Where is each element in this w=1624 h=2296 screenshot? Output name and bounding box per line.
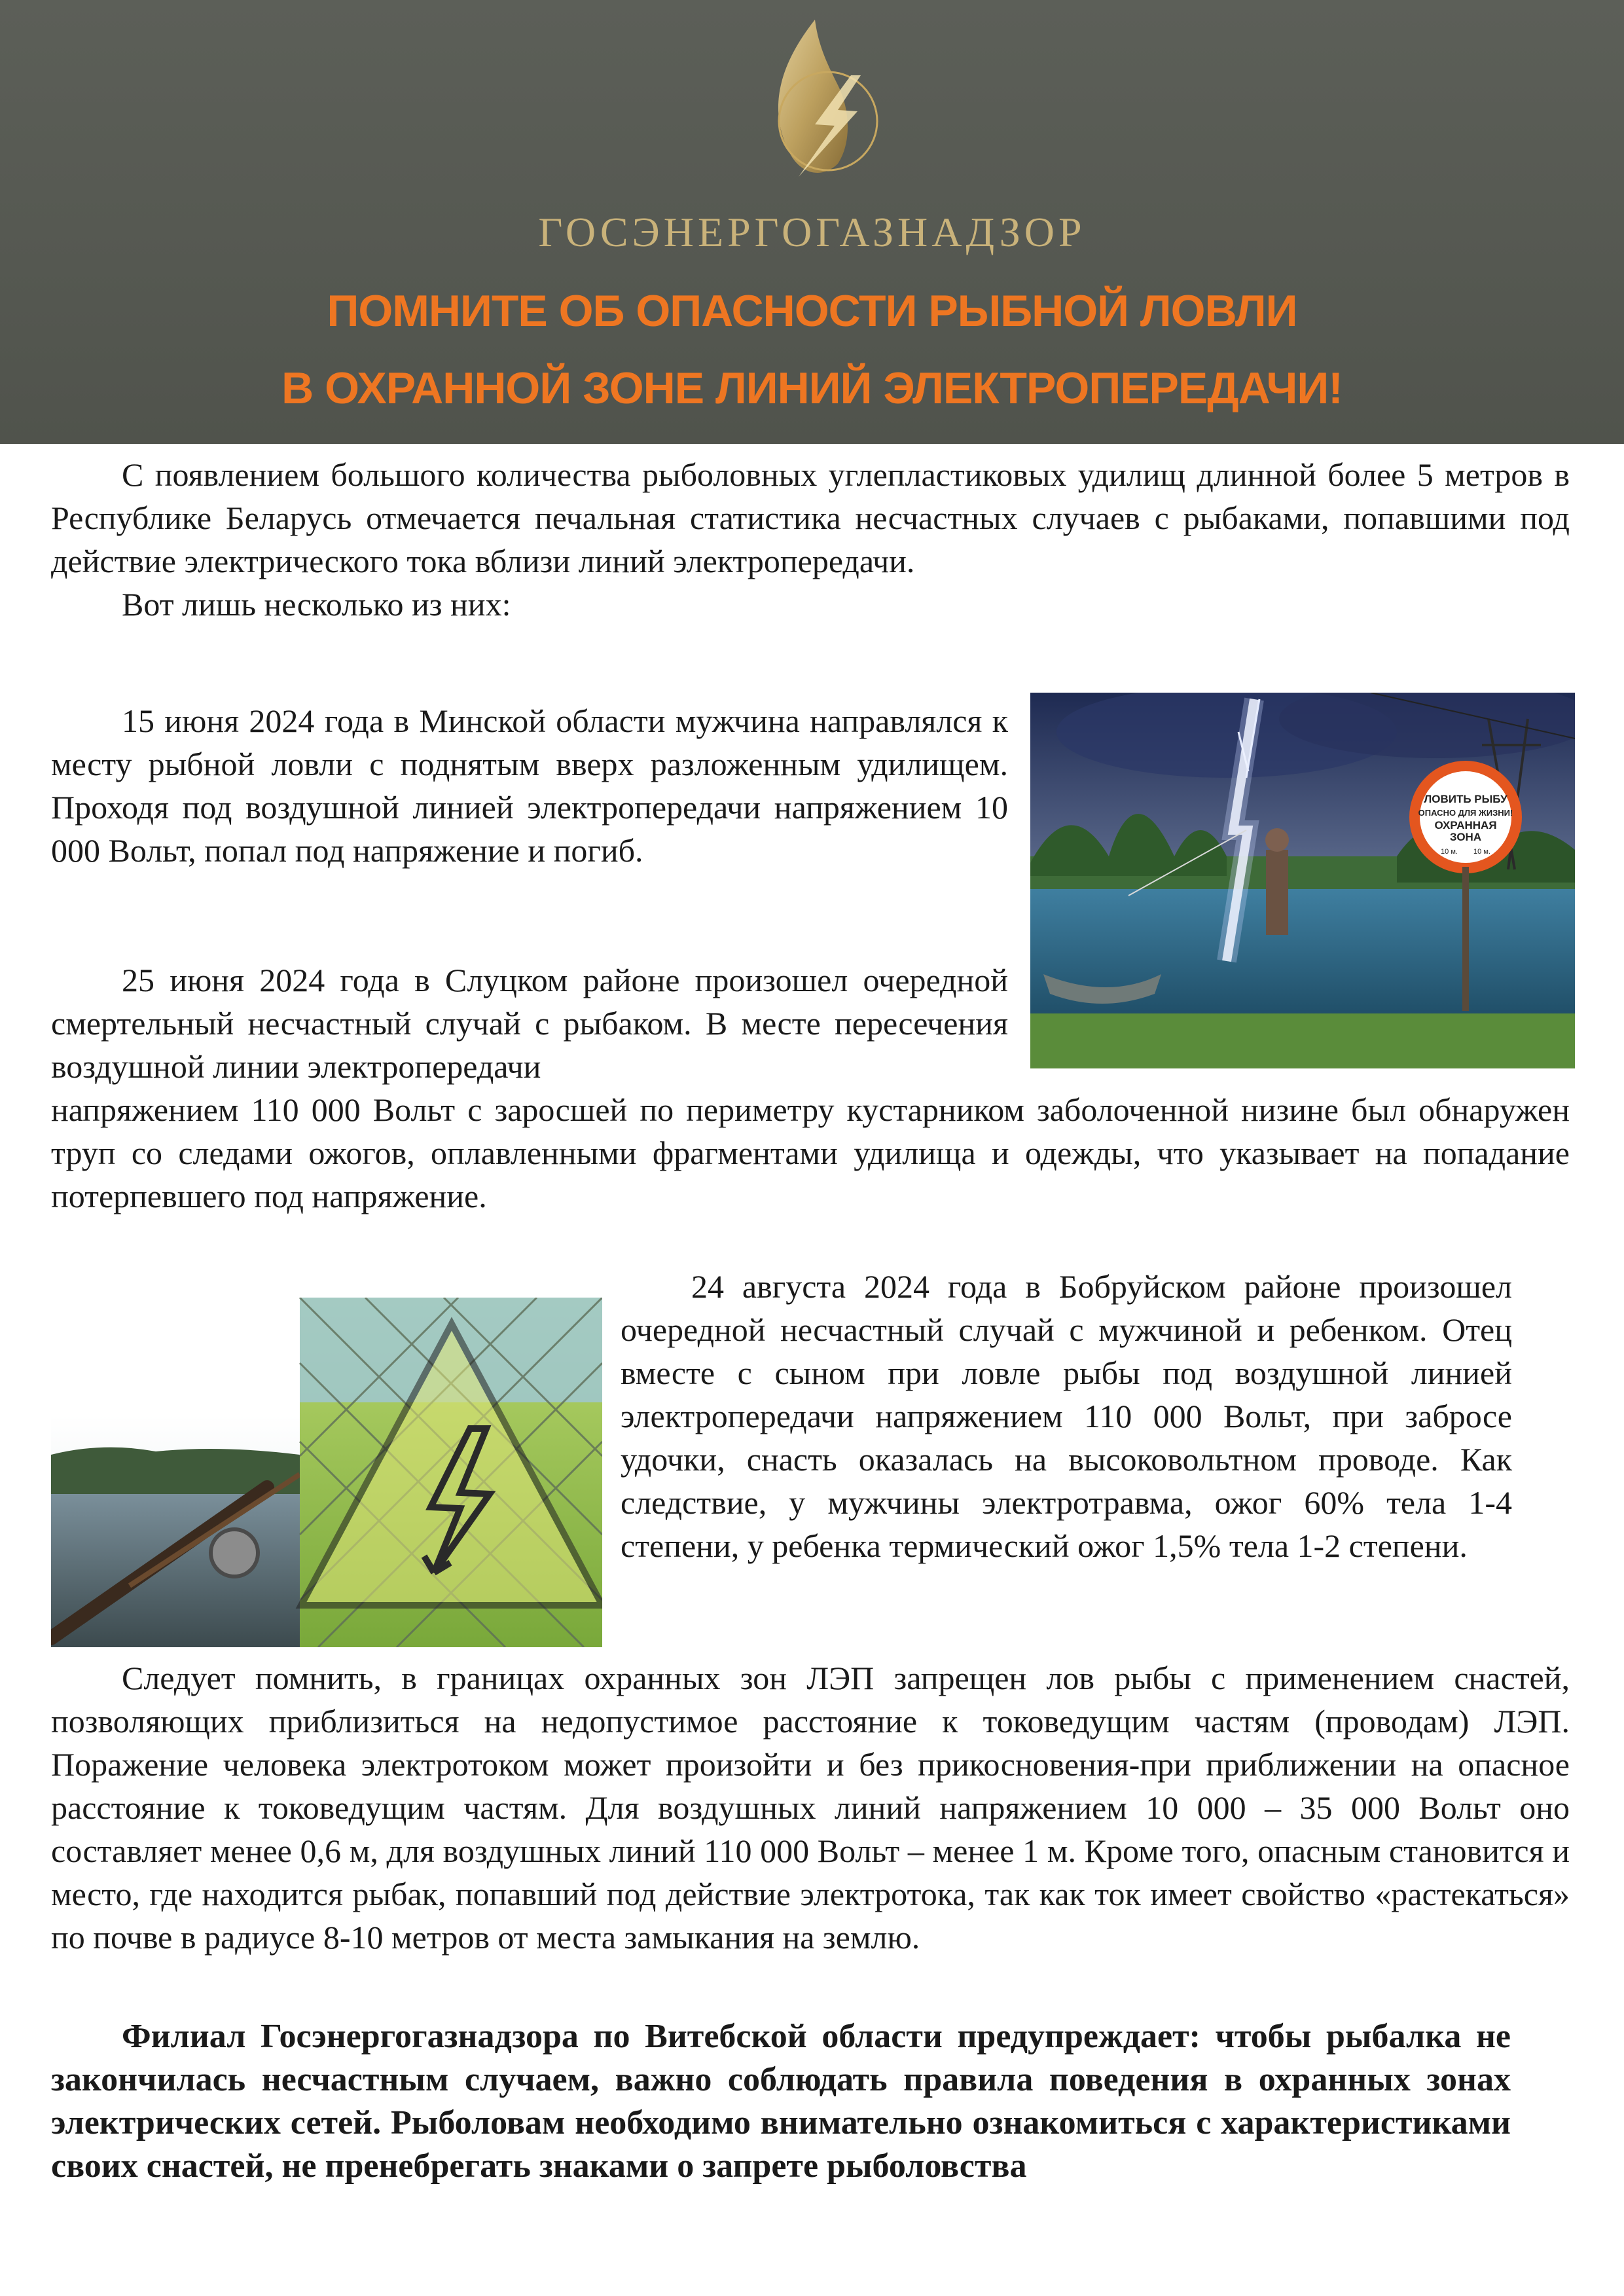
- rules-paragraph: Следует помнить, в границах охранных зон ЛЭП запрещен лов рыбы с применением снастей, позволяющих приблизиться на недопустимое расстояние к токоведущим частям (проводам) ЛЭП. Поражение человека электротоком может произойти и без прикосновения-при приближении на опасное расстояние к токоведущим частям. Для воздушных линий напряжением 10 000 – 35 000 Вольт оно составляет менее 0,6 м, для воздушных линий 110 000 Вольт – менее 1 м. Кроме того, опасным становится и место, где находится рыбак, попавший под действие электротока, так как ток имеет свойство «растекаться» по почве в радиусе 8-10 метров от места замыкания на землю.: [51, 1660, 1570, 1956]
- sign-line-3: ОХРАННАЯ: [1434, 819, 1497, 831]
- header-banner: [0, 0, 1624, 444]
- agency-name: ГОСЭНЕРГОГАЗНАДЗОР: [538, 209, 1086, 255]
- sign-line-4: ЗОНА: [1449, 831, 1482, 843]
- case-2-paragraph-wrapped: 25 июня 2024 года в Слуцком районе произошел очередной смертельный несчастный случай с рыбаком. В месте пересечения воздушной линии электропередачи: [51, 962, 1008, 1085]
- sign-line-1: ЛОВИТЬ РЫБУ: [1424, 793, 1507, 805]
- fisherman-lightning-photo: [1030, 693, 1575, 1068]
- fishing-rod-warning-photo: [51, 1298, 602, 1647]
- case-1-paragraph: 15 июня 2024 года в Минской области мужчина направлялся к месту рыбной ловли с поднятым вверх разложенным удилищем. Проходя под воздушной линией электропередачи напряжением 10 000 Вольт, попал под напряжение и погиб.: [51, 702, 1008, 869]
- intro-lead: Вот лишь несколько из них:: [122, 586, 511, 623]
- intro-paragraph: С появлением большого количества рыболовных углепластиковых удилищ длинной более 5 метров в Республике Беларусь отмечается печальная статистика несчастных случаев с рыбаками, попавшими под действие электрического тока вблизи линий электропередачи.: [51, 456, 1570, 579]
- sign-dist-left: 10 м.: [1441, 848, 1458, 856]
- case-2-paragraph-full: напряжением 110 000 Вольт с заросшей по периметру кустарником заболоченной низине был обнаружен труп со следами ожогов, оплавленными фрагментами удилища и одежды, что указывает на попадание потерпевшего под напряжение.: [51, 1091, 1570, 1214]
- headline-line-1: ПОМНИТЕ ОБ ОПАСНОСТИ РЫБНОЙ ЛОВЛИ: [327, 286, 1297, 336]
- warning-paragraph: Филиал Госэнергогазнадзора по Витебской области предупреждает: чтобы рыбалка не закончилась несчастным случаем, важно соблюдать правила поведения в охранных зонах электрических сетей. Рыболовам необходимо внимательно ознакомиться с характеристиками своих снастей, не пренебрегать знаками о запрете рыболовства: [51, 2018, 1511, 2185]
- leaf-lightning-logo-icon: [753, 13, 884, 210]
- sign-line-2: ОПАСНО ДЛЯ ЖИЗНИ!: [1418, 808, 1513, 818]
- sign-dist-right: 10 м.: [1473, 848, 1490, 856]
- case-3-paragraph: 24 августа 2024 года в Бобруйском районе произошел очередной несчастный случай с мужчиной и ребенком. Отец вместе с сыном при ловле рыбы под воздушной линией электропередачи напряжением 110 000 Вольт, при забросе удочки, снасть оказалась на высоковольтном проводе. Как следствие, у мужчины электротравма, ожог 60% тела 1-4 степени, у ребенка термический ожог 1,5% тела 1-2 степени.: [621, 1268, 1512, 1564]
- headline-line-2: В ОХРАННОЙ ЗОНЕ ЛИНИЙ ЭЛЕКТРОПЕРЕДАЧИ!: [281, 363, 1343, 413]
